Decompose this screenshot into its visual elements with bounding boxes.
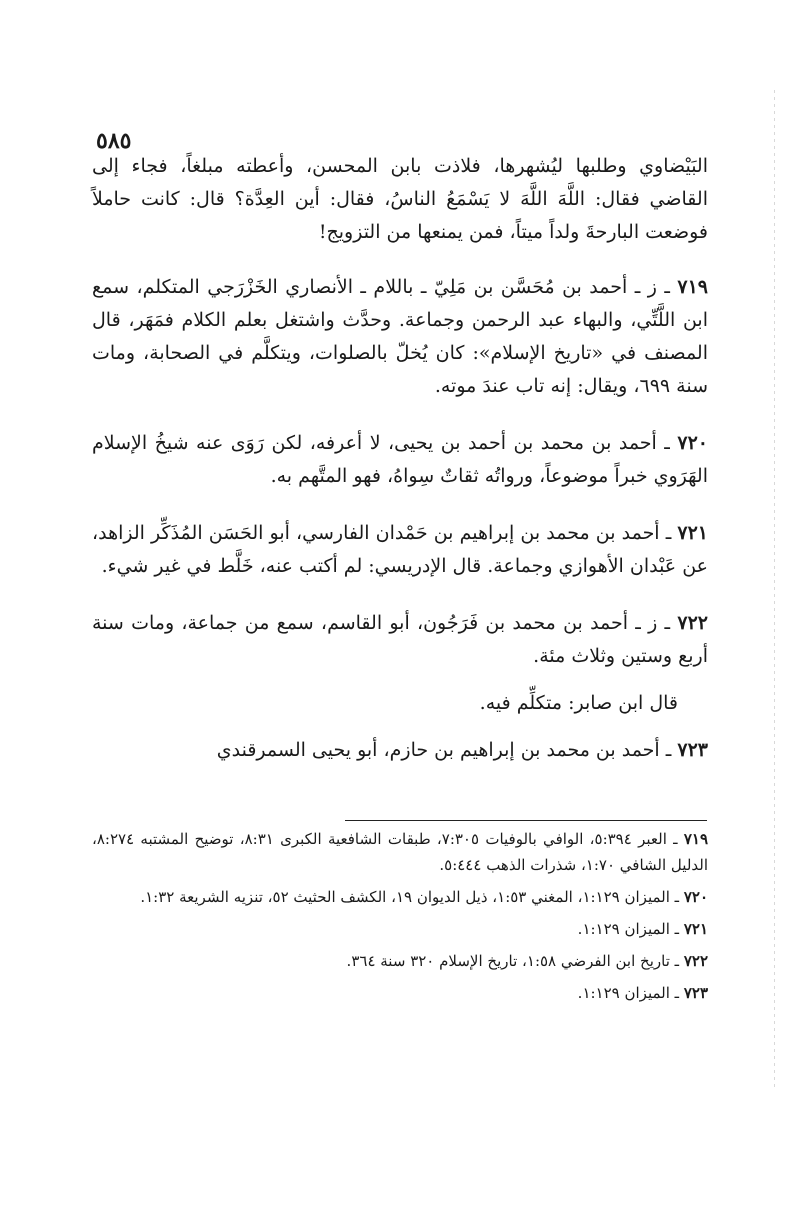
footnote-number: ٧١٩ [683,830,708,848]
entry-text: ـ أحمد بن محمد بن إبراهيم بن حَمْدان الفارسي، أبو الحَسَن المُذَكِّر الزاهد، عن عَبْدان الأهوازي وجماعة. قال الإدريسي: لم أكتب عنه، خَلَّط في غير شيء. [92,522,708,577]
continuation-paragraph: البَيْضاوي وطلبها ليُشهرها، فلاذت بابن المحسن، وأعطته مبلغاً، فجاء إلى القاضي فقال: اللَّهَ اللَّهَ لا يَسْمَعُ الناسُ، فقال: أين العِدَّة؟ قال: كانت حاملاً فوضعت البارحةَ ولداً ميتاً، فمن يمنعها من التزويج! [92,155,708,243]
footnote-722 [92,948,708,974]
entry-723 [92,734,708,767]
entry-text: ـ أحمد بن محمد بن أحمد بن يحيى، لا أعرفه، لكن رَوَى عنه شيخُ الإسلام الهَرَوي خبراً موضوعاً، ورواتُه ثقاتٌ سِواهُ، فهو المتَّهم به. [92,432,708,487]
footnote-719 [92,826,708,878]
footnote-720 [92,884,708,910]
footnote-text: ـ تاريخ ابن الفرضي ١:٥٨، تاريخ الإسلام ٣٢٠ سنة ٣٦٤. [346,952,680,970]
entry-text: ـ ز ـ أحمد بن مُحَسَّن بن مَلِيّ ـ باللام ـ الأنصاري الخَزْرَجي المتكلم، سمع ابن اللَّتِّي، والبهاء عبد الرحمن وجماعة. وحدَّث واشتغل بعلم الكلام فمَهَر، قال المصنف في «تاريخ الإسلام»: كان يُخلّ بالصلوات، ويتكلَّم في الصحابة، ومات سنة ٦٩٩، ويقال: إنه تاب عندَ موته. [92,276,708,397]
entry-text: ـ ز ـ أحمد بن محمد بن فَرَجُون، أبو القاسم، سمع من جماعة، ومات سنة أربع وستين وثلاث مئة. [92,612,708,667]
entry-number: ٧٢٢ [677,612,708,634]
main-text-body [92,150,708,767]
footnote-number: ٧٢٣ [683,984,708,1002]
footnote-723 [92,980,708,1006]
entry-722 [92,607,708,673]
entry-number: ٧٢٣ [677,739,708,761]
footnote-number: ٧٢٠ [683,888,708,906]
footnote-text: ـ الميزان ١:١٢٩. [577,920,680,938]
entry-719 [92,271,708,403]
footnote-number: ٧٢٢ [683,952,708,970]
scan-edge-mark [774,90,775,1090]
footnotes-section [92,826,708,1012]
entry-number: ٧١٩ [677,276,708,298]
footnote-text: ـ الميزان ١:١٢٩، المغني ١:٥٣، ذيل الديوان ١٩، الكشف الحثيث ٥٢، تنزيه الشريعة ١:٣٢. [140,888,680,906]
footnote-number: ٧٢١ [683,920,708,938]
entry-number: ٧٢٠ [677,432,709,454]
footnote-721 [92,916,708,942]
entry-text: ـ أحمد بن محمد بن إبراهيم بن حازم، أبو يحيى السمرقندي [216,739,672,761]
entry-number: ٧٢١ [677,522,708,544]
footnote-text: ـ الميزان ١:١٢٩. [577,984,680,1002]
page-number: ٥٨٥ [96,128,132,154]
entry-722-quote: قال ابن صابر: متكلِّم فيه. [479,692,678,714]
footnote-divider [345,820,707,821]
footnote-text: ـ العبر ٥:٣٩٤، الوافي بالوفيات ٧:٣٠٥، طبقات الشافعية الكبرى ٨:٣١، توضيح المشتبه ٨:٢٧٤، الدليل الشافي ١:٧٠، شذرات الذهب ٥:٤٤٤. [92,830,708,874]
entry-721 [92,517,708,583]
entry-720 [92,427,708,493]
